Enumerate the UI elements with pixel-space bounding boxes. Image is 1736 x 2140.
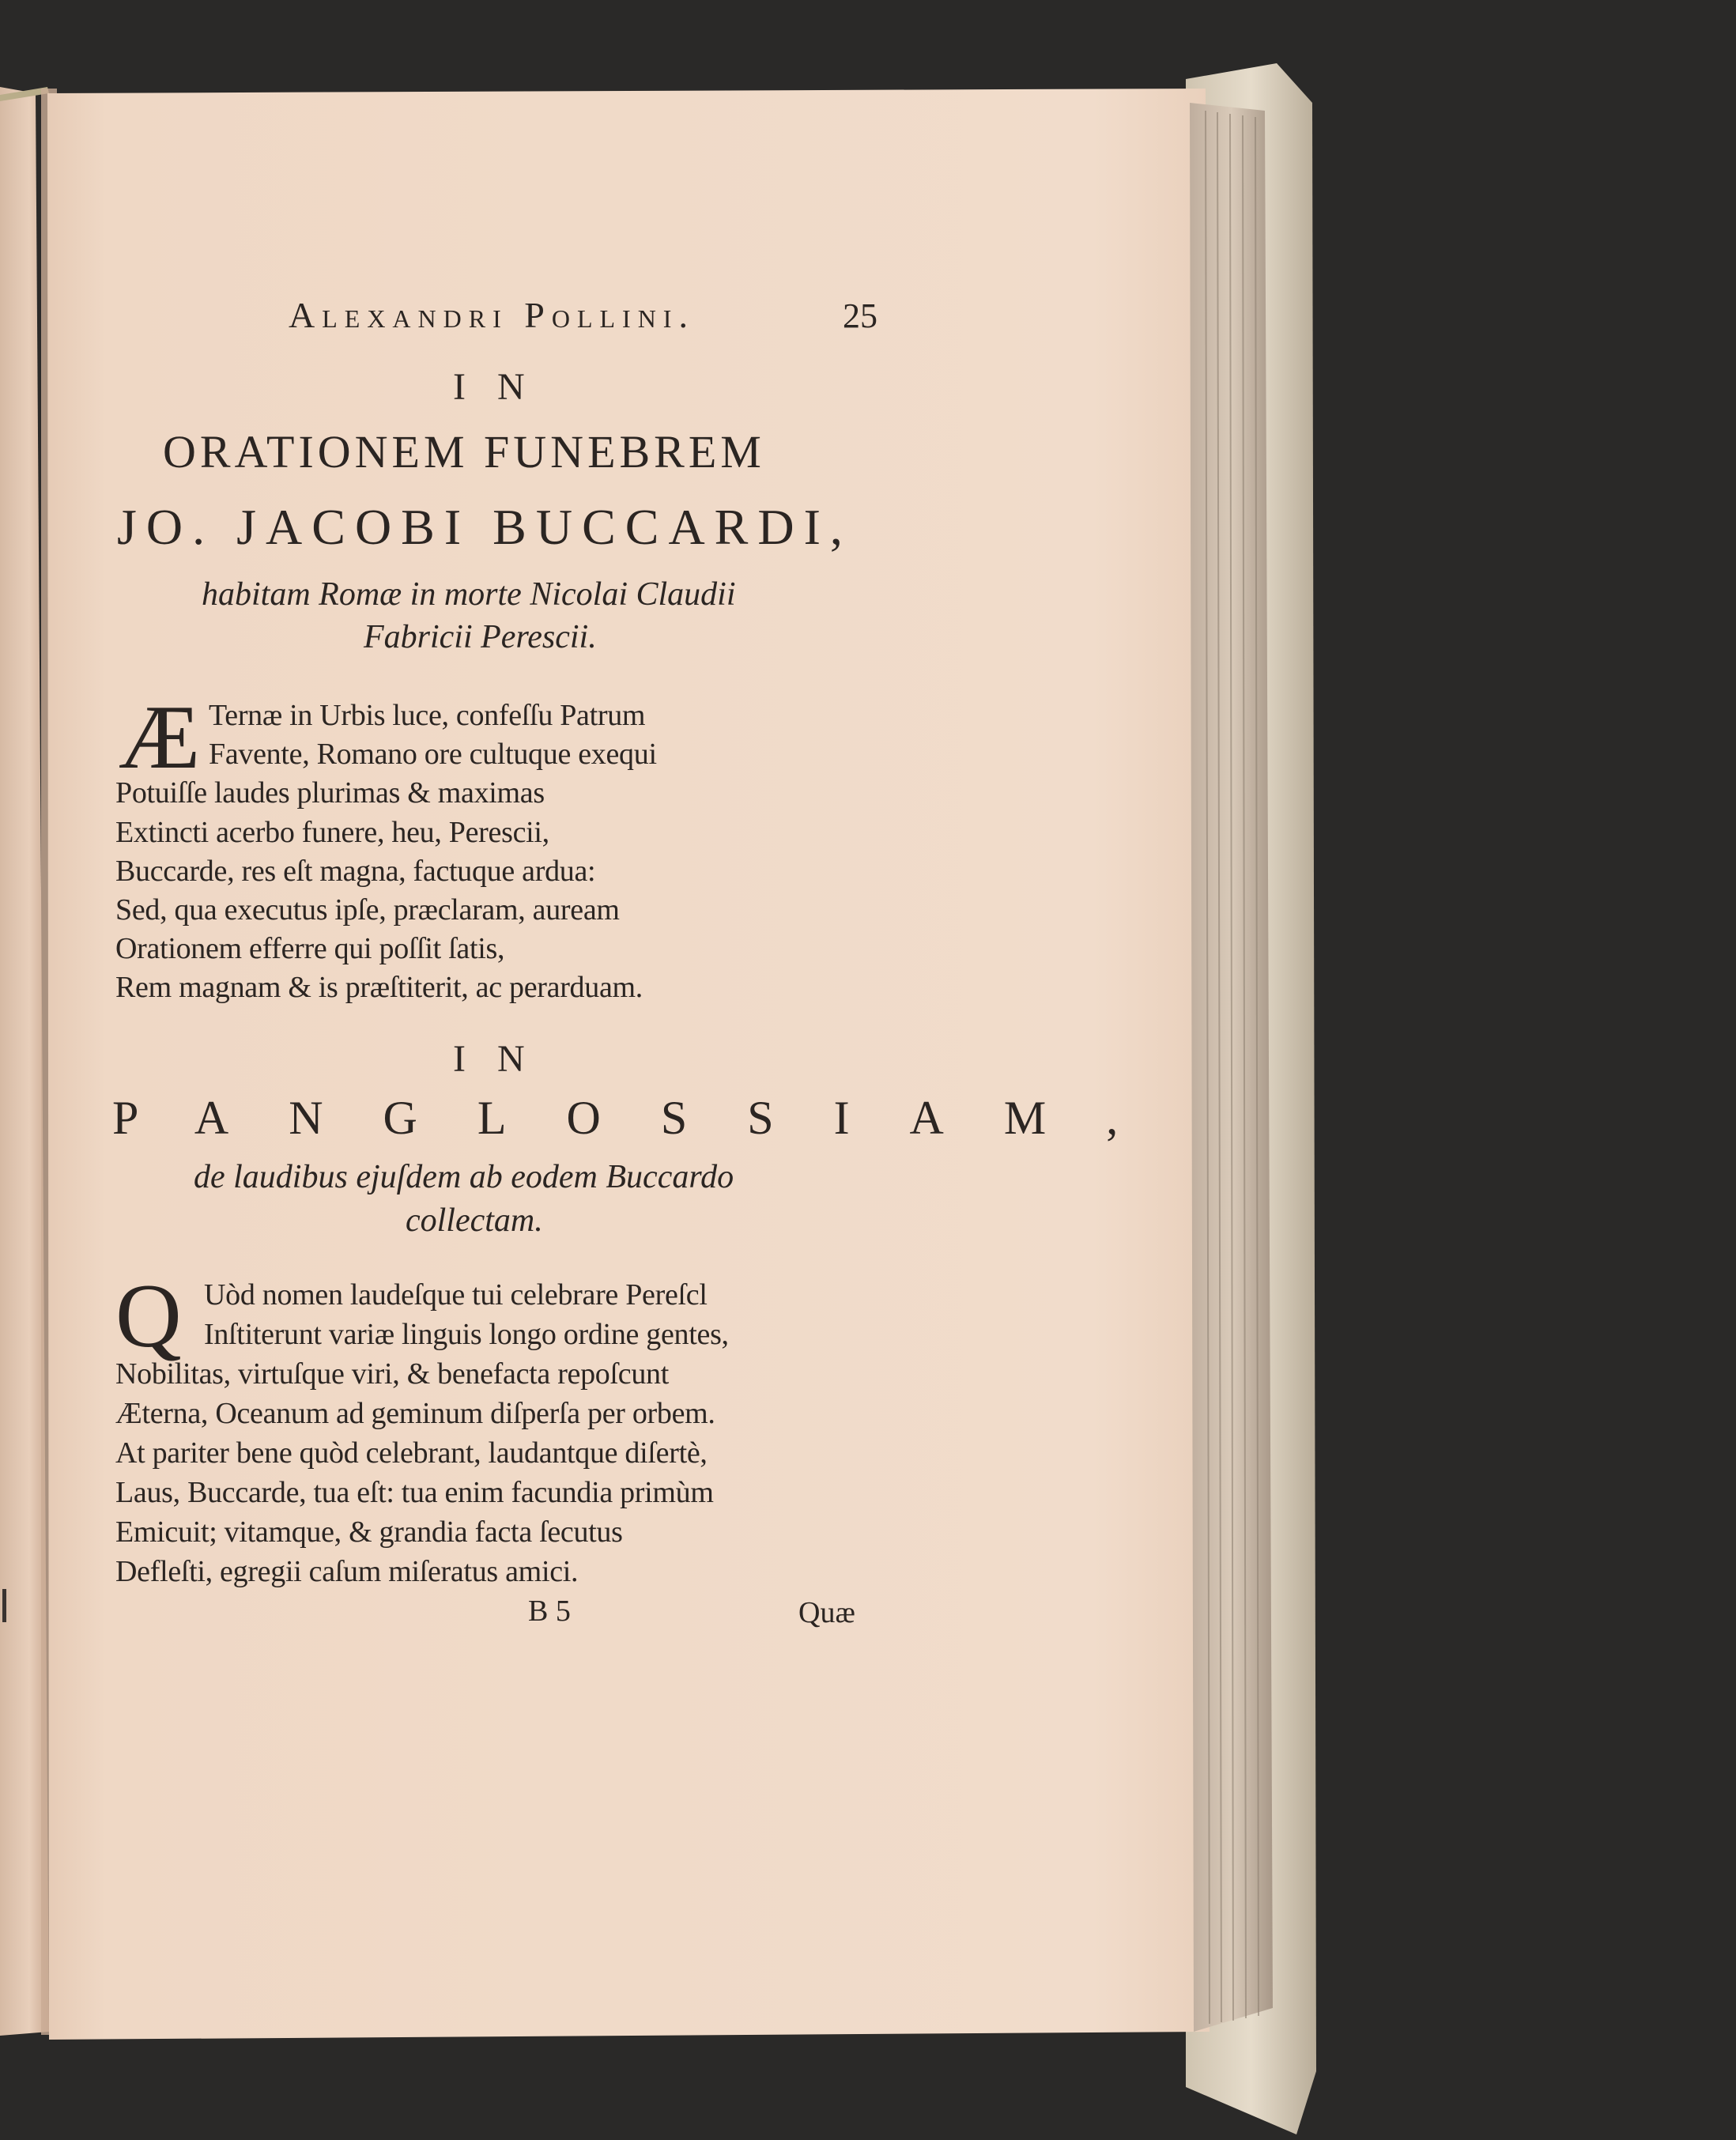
poem2-line: At pariter bene quòd celebrant, laudantque diſertè, xyxy=(115,1436,708,1470)
catchword: Quæ xyxy=(798,1596,855,1629)
poem1-line: Ternæ in Urbis luce, confeſſu Patrum xyxy=(209,699,646,732)
poem1-subtitle-line1: habitam Romæ in morte Nicolai Claudii xyxy=(202,576,736,613)
poem2-heading: IN xyxy=(453,1038,557,1080)
poem2-line: Defleſti, egregii caſum miſeratus amici. xyxy=(115,1555,579,1588)
poem1-line: Potuiſſe laudes plurimas & maximas xyxy=(115,776,545,810)
poem1-line: Extincti acerbo funere, heu, Perescii, xyxy=(115,816,549,849)
poem1-heading: IN xyxy=(453,366,557,408)
poem1-line: Rem magnam & is præſtiterit, ac perarduam. xyxy=(115,971,643,1004)
poem2-subtitle-line2: collectam. xyxy=(406,1202,543,1239)
poem1-line: Buccarde, res eſt magna, factuque ardua: xyxy=(115,855,596,888)
page-number: 25 xyxy=(843,296,877,335)
poem1-line: Sed, qua executus ipſe, præclaram, auream xyxy=(115,893,620,927)
poem1-line: Favente, Romano ore cultuque exequi xyxy=(209,738,657,771)
poem1-title-line2: JO. JACOBI BUCCARDI, xyxy=(117,499,852,555)
poem2-line: Inſtiterunt variæ linguis longo ordine gentes, xyxy=(204,1318,729,1351)
poem1-line: Orationem efferre qui poſſit ſatis, xyxy=(115,932,505,965)
signature-mark: B 5 xyxy=(528,1595,571,1628)
poem2-line: Nobilitas, virtuſque viri, & benefacta repoſcunt xyxy=(115,1357,669,1391)
poem1-title-line1: ORATIONEM FUNEBREM xyxy=(163,426,765,477)
poem2-subtitle-line1: de laudibus ejuſdem ab eodem Buccardo xyxy=(194,1159,734,1195)
poem2-line: Æterna, Oceanum ad geminum diſperſa per orbem. xyxy=(115,1397,715,1430)
poem2-dropcap: Q xyxy=(115,1266,182,1367)
running-head: Alexandri Pollini. xyxy=(289,295,695,335)
poem2-line: Uòd nomen laudeſque tui celebrare Pereſcl xyxy=(204,1278,708,1312)
poem2-line: Emicuit; vitamque, & grandia facta ſecutus xyxy=(115,1515,623,1549)
poem2-line: Laus, Buccarde, tua eſt: tua enim facundia primùm xyxy=(115,1476,714,1509)
poem2-title-line1: PANGLOSSIAM, xyxy=(112,1092,1179,1144)
poem1-dropcap: Æ xyxy=(119,687,201,788)
poem1-subtitle-line2: Fabricii Perescii. xyxy=(364,619,597,655)
